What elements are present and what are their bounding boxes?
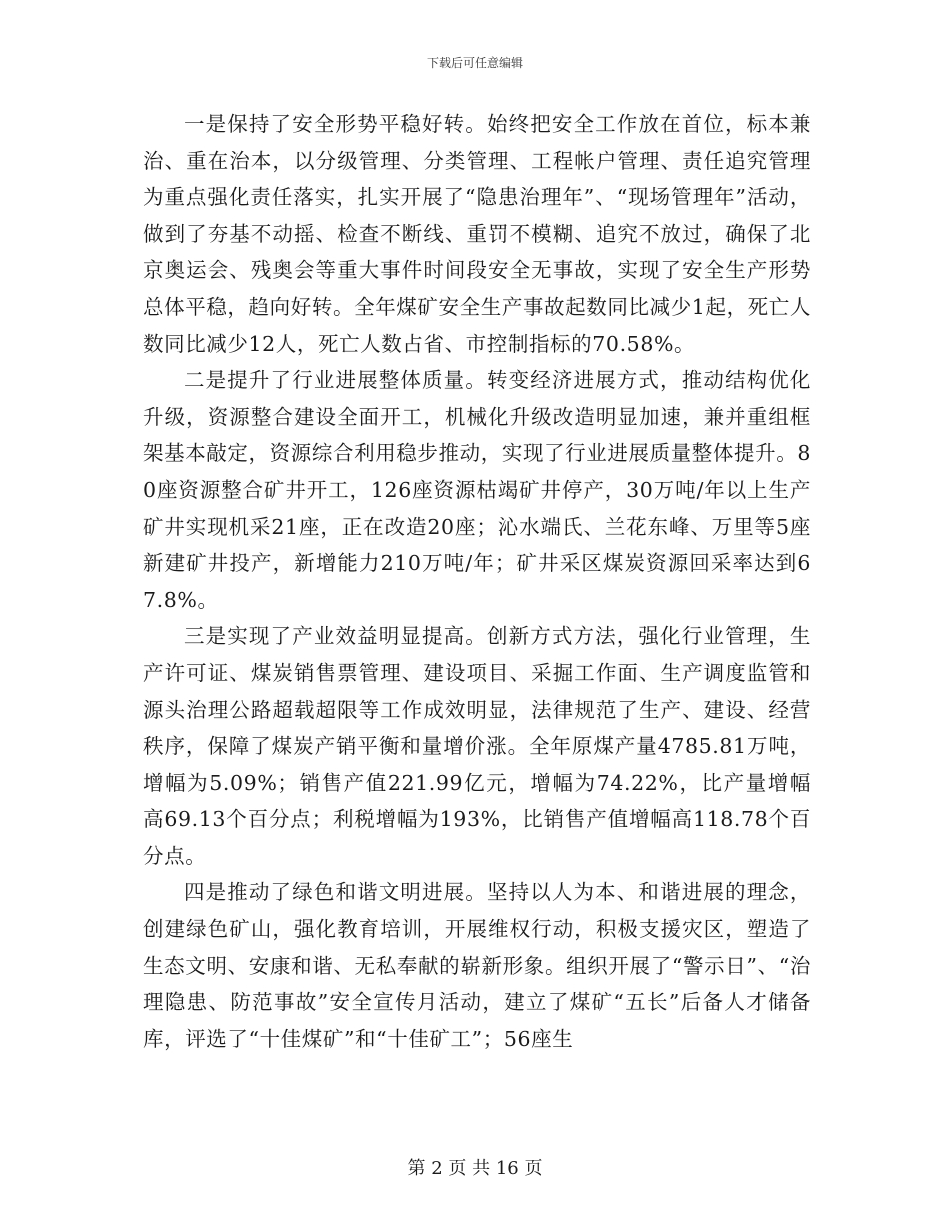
page-number-footer: 第 2 页 共 16 页 xyxy=(407,1158,543,1179)
paragraph-green-harmony: 四是推动了绿色和谐文明进展。坚持以人为本、和谐进展的理念，创建绿色矿山，强化教育培训，开展维权行动，积极支援灾区，塑造了生态文明、安康和谐、无私奉献的崭新形象。组织开展了“警示日”、“治理隐患、防范事故”安全宣传月活动，建立了煤矿“五长”后备人才储备库，评选了“十佳煤矿”和“十佳矿工”；56座生 xyxy=(143,880,811,1051)
paragraph-industry-quality: 二是提升了行业进展整体质量。转变经济进展方式，推动结构优化升级，资源整合建设全面开工，机械化升级改造明显加速，兼并重组框架基本敲定，资源综合利用稳步推动，实现了行业进展质量整体提升。80座资源整合矿井开工，126座资源枯竭矿井停产，30万吨/年以上生产矿井实现机采21座，正在改造20座；沁水端氏、兰花东峰、万里等5座新建矿井投产，新增能力210万吨/年；矿井采区煤炭资源回采率达到67.8%。 xyxy=(143,368,811,612)
document-body xyxy=(143,106,811,1057)
page-header-note: 下载后可任意编辑 xyxy=(426,56,523,70)
paragraph-industry-efficiency: 三是实现了产业效益明显提高。创新方式方法，强化行业管理，生产许可证、煤炭销售票管理、建设项目、采掘工作面、生产调度监管和源头治理公路超载超限等工作成效明显，法律规范了生产、建设、经营秩序，保障了煤炭产销平衡和量增价涨。全年原煤产量4785.81万吨，增幅为5.09%；销售产值221.99亿元，增幅为74.22%，比产量增幅高69.13个百分点；利税增幅为193%，比销售产值增幅高118.78个百分点。 xyxy=(143,624,811,868)
paragraph-safety: 一是保持了安全形势平稳好转。始终把安全工作放在首位，标本兼治、重在治本，以分级管理、分类管理、工程帐户管理、责任追究管理为重点强化责任落实，扎实开展了“隐患治理年”、“现场管理年”活动，做到了夯基不动摇、检查不断线、重罚不模糊、追究不放过，确保了北京奥运会、残奥会等重大事件时间段安全无事故，实现了安全生产形势总体平稳，趋向好转。全年煤矿安全生产事故起数同比减少1起，死亡人数同比减少12人，死亡人数占省、市控制指标的70.58%。 xyxy=(143,112,811,356)
